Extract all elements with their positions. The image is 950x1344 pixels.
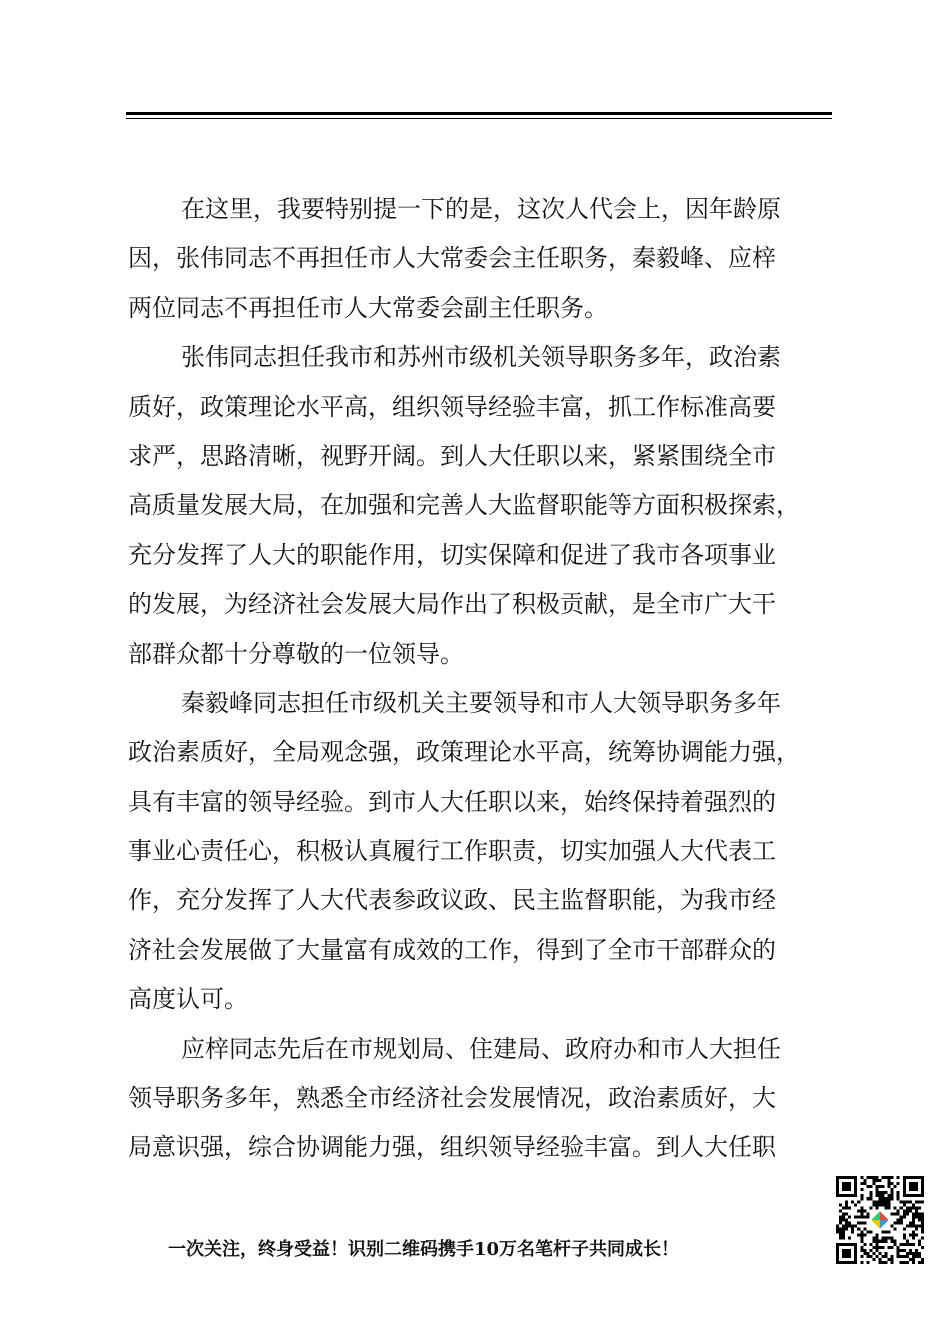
text-line: 高度认可。 — [128, 985, 248, 1014]
text-line: 的发展，为经济社会发展大局作出了积极贡献，是全市广大干 — [128, 590, 776, 619]
paragraph-1 — [128, 185, 836, 333]
text-line: 高质量发展大局，在加强和完善人大监督职能等方面积极探索， — [128, 491, 800, 520]
text-line: 应梓同志先后在市规划局、住建局、政府办和市人大担任 — [181, 1034, 781, 1063]
text-line: 事业心责任心，积极认真履行工作职责，切实加强人大代表工 — [128, 837, 776, 866]
paragraph-4 — [128, 1025, 836, 1173]
text-line: 因，张伟同志不再担任市人大常委会主任职务，秦毅峰、应梓 — [128, 244, 776, 273]
qr-code-icon[interactable] — [836, 1176, 924, 1264]
text-line: 具有丰富的领导经验。到市人大任职以来，始终保持着强烈的 — [128, 787, 776, 816]
text-line: 在这里，我要特别提一下的是，这次人代会上，因年龄原 — [181, 195, 781, 223]
text-line: 政治素质好，全局观念强，政策理论水平高，统筹协调能力强， — [128, 738, 800, 767]
document-body — [128, 185, 836, 1173]
text-line: 张伟同志担任我市和苏州市级机关领导职务多年，政治素 — [181, 343, 781, 372]
text-line: 质好，政策理论水平高，组织领导经验丰富，抓工作标准高要 — [128, 392, 776, 421]
text-line: 求严，思路清晰，视野开阔。到人大任职以来，紧紧围绕全市 — [128, 441, 776, 470]
paragraph-2 — [128, 333, 836, 679]
text-line: 充分发挥了人大的职能作用，切实保障和促进了我市各项事业 — [128, 540, 776, 569]
text-line: 济社会发展做了大量富有成效的工作，得到了全市干部群众的 — [128, 935, 776, 964]
text-line: 秦毅峰同志担任市级机关主要领导和市人大领导职务多年 — [181, 688, 781, 717]
text-line: 局意识强，综合协调能力强，组织领导经验丰富。到人大任职 — [128, 1133, 776, 1162]
text-line: 作，充分发挥了人大代表参政议政、民主监督职能，为我市经 — [128, 886, 776, 915]
text-line: 领导职务多年，熟悉全市经济社会发展情况，政治素质好，大 — [128, 1084, 776, 1113]
footer-slogan: 一次关注，终身受益！识别二维码携手10万名笔杆子共同成长！ — [168, 1239, 680, 1260]
header-rule-thin — [126, 118, 832, 119]
header-rule-thick — [126, 112, 832, 115]
text-line: 两位同志不再担任市人大常委会副主任职务。 — [128, 293, 608, 322]
text-line: 部群众都十分尊敬的一位领导。 — [128, 639, 464, 668]
paragraph-3 — [128, 679, 836, 1025]
